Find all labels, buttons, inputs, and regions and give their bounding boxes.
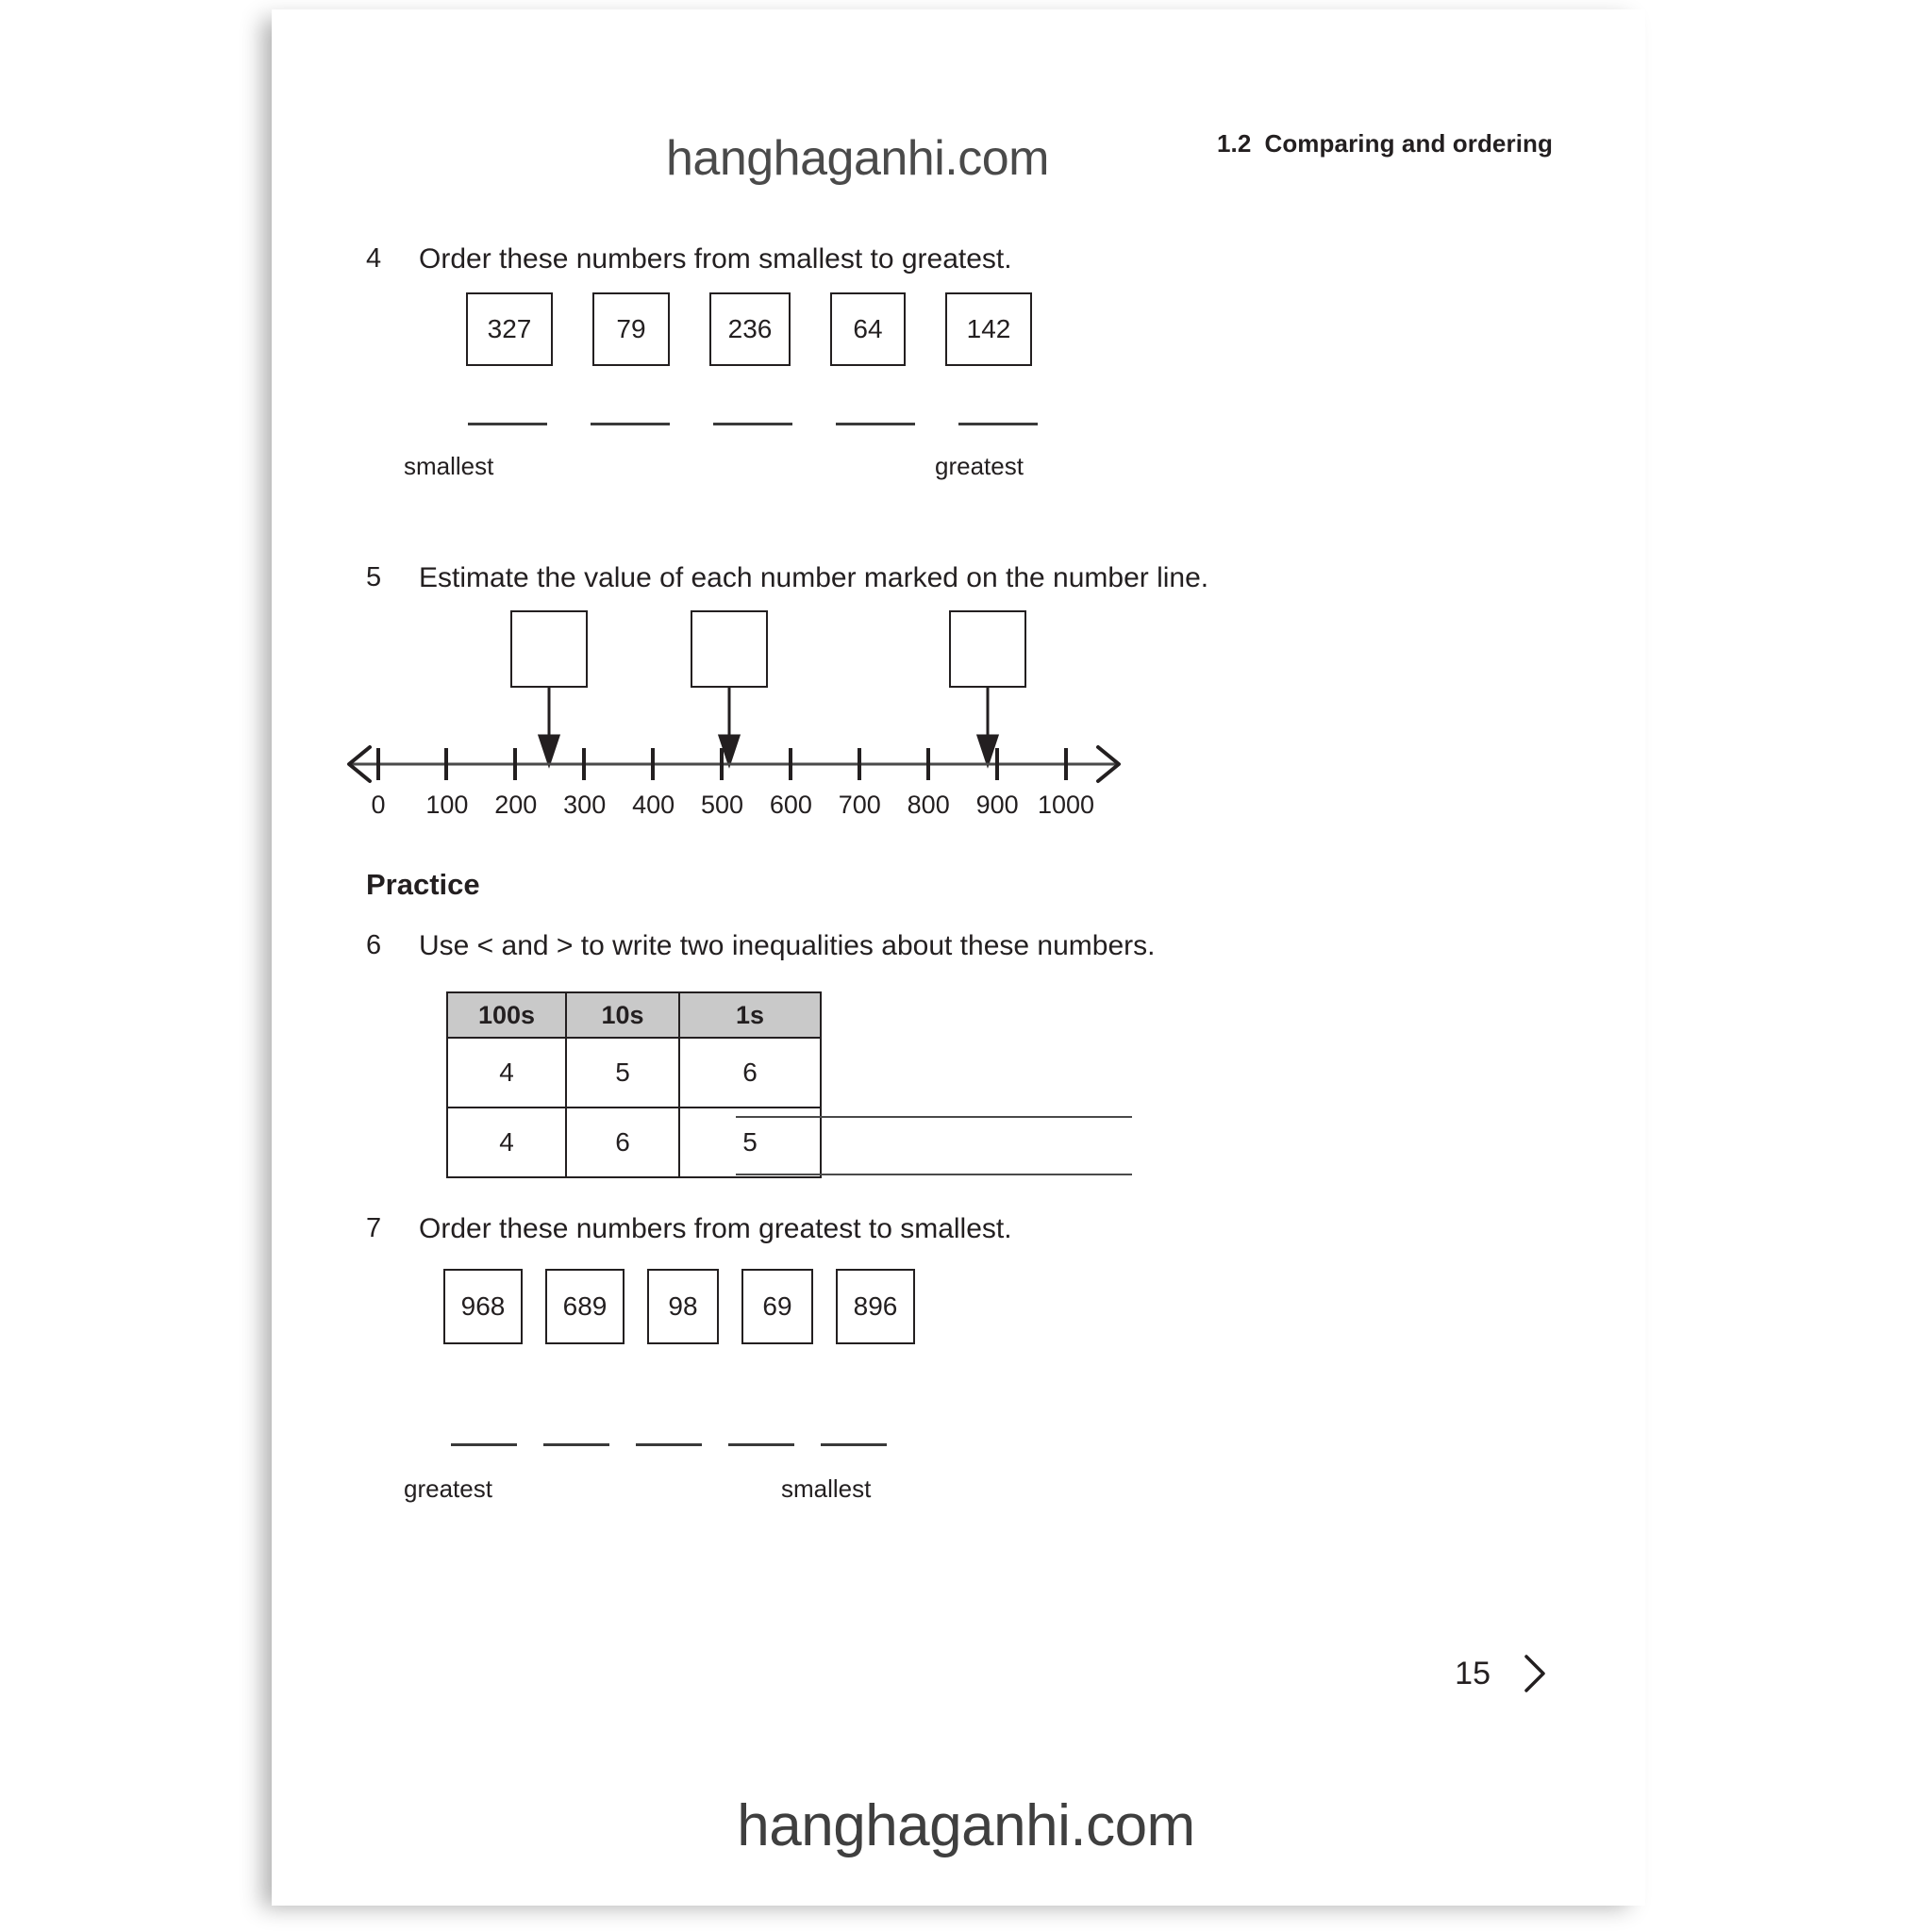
question-7-answer-blanks bbox=[451, 1443, 887, 1446]
chapter-number: 1.2 bbox=[1217, 129, 1252, 158]
answer-blank[interactable] bbox=[636, 1443, 702, 1446]
question-4-answer-blanks bbox=[468, 423, 1038, 425]
answer-blank[interactable] bbox=[728, 1443, 794, 1446]
question-5-prompt-row bbox=[366, 562, 1208, 593]
answer-blank[interactable] bbox=[958, 423, 1038, 425]
chapter-header bbox=[1217, 129, 1553, 158]
question-6-prompt: Use < and > to write two inequalities about these numbers. bbox=[419, 930, 1156, 961]
number-line-tick-label: 400 bbox=[632, 791, 675, 819]
number-card[interactable]: 896 bbox=[836, 1269, 915, 1344]
page-number: 15 bbox=[1455, 1655, 1491, 1691]
number-card[interactable]: 236 bbox=[709, 292, 791, 366]
answer-blank[interactable] bbox=[451, 1443, 517, 1446]
number-line-tick-label: 0 bbox=[371, 791, 386, 819]
chevron-right-icon[interactable] bbox=[1523, 1653, 1547, 1694]
worksheet-page bbox=[272, 9, 1645, 1906]
page-footer bbox=[1455, 1653, 1547, 1694]
question-7-prompt: Order these numbers from greatest to smallest. bbox=[419, 1213, 1012, 1244]
question-5-prompt: Estimate the value of each number marked on the number line. bbox=[419, 562, 1209, 593]
question-6-prompt-row bbox=[366, 930, 1155, 961]
answer-blank[interactable] bbox=[821, 1443, 887, 1446]
question-4-number-cards bbox=[466, 292, 1032, 366]
table-cell: 6 bbox=[566, 1108, 679, 1177]
answer-blank[interactable] bbox=[591, 423, 670, 425]
table-header-row bbox=[447, 992, 821, 1038]
watermark-bottom: hanghaganhi.com bbox=[737, 1793, 1195, 1858]
practice-heading: Practice bbox=[366, 868, 480, 901]
question-6-answer-line[interactable] bbox=[736, 1116, 1132, 1118]
question-4-smallest-label: smallest bbox=[404, 452, 494, 480]
number-card[interactable]: 142 bbox=[945, 292, 1032, 366]
question-7-number-cards bbox=[443, 1269, 915, 1344]
table-cell: 5 bbox=[679, 1108, 821, 1177]
number-card[interactable]: 327 bbox=[466, 292, 553, 366]
answer-blank[interactable] bbox=[836, 423, 915, 425]
table-header-ones: 1s bbox=[679, 992, 821, 1038]
number-line-tick-label: 500 bbox=[700, 791, 744, 819]
chapter-title: Comparing and ordering bbox=[1264, 129, 1553, 158]
number-line-tick-label: 100 bbox=[425, 791, 469, 819]
number-card[interactable]: 64 bbox=[830, 292, 906, 366]
question-4-greatest-label: greatest bbox=[935, 452, 1024, 480]
question-4-number: 4 bbox=[366, 243, 382, 274]
question-7-number: 7 bbox=[366, 1213, 382, 1243]
table-cell: 4 bbox=[447, 1108, 566, 1177]
number-line-tick-label: 800 bbox=[907, 791, 950, 819]
number-card[interactable]: 968 bbox=[443, 1269, 523, 1344]
number-line-tick-label: 300 bbox=[563, 791, 607, 819]
question-4-prompt-row bbox=[366, 243, 1012, 275]
watermark-top: hanghaganhi.com bbox=[666, 131, 1049, 186]
table-cell: 6 bbox=[679, 1038, 821, 1108]
answer-blank[interactable] bbox=[543, 1443, 609, 1446]
place-value-table bbox=[446, 991, 822, 1178]
table-row bbox=[447, 1038, 821, 1108]
question-4-prompt: Order these numbers from smallest to greatest. bbox=[419, 243, 1012, 275]
number-line-tick-label: 900 bbox=[975, 791, 1019, 819]
number-card[interactable]: 689 bbox=[545, 1269, 625, 1344]
question-7-smallest-label: smallest bbox=[781, 1474, 872, 1503]
table-header-tens: 10s bbox=[566, 992, 679, 1038]
number-line-tick-label: 1000 bbox=[1037, 791, 1095, 819]
answer-blank[interactable] bbox=[713, 423, 792, 425]
number-line-tick-label: 700 bbox=[838, 791, 881, 819]
question-7-greatest-label: greatest bbox=[404, 1474, 492, 1503]
estimate-answer-box[interactable] bbox=[510, 610, 588, 688]
table-cell: 5 bbox=[566, 1038, 679, 1108]
number-card[interactable]: 98 bbox=[647, 1269, 719, 1344]
question-7-prompt-row bbox=[366, 1213, 1012, 1244]
question-6-answer-line[interactable] bbox=[736, 1174, 1132, 1175]
answer-blank[interactable] bbox=[468, 423, 547, 425]
estimate-answer-box[interactable] bbox=[691, 610, 768, 688]
question-5-number: 5 bbox=[366, 562, 382, 592]
number-card[interactable]: 79 bbox=[592, 292, 670, 366]
table-cell: 4 bbox=[447, 1038, 566, 1108]
question-6-number: 6 bbox=[366, 930, 382, 960]
table-header-hundreds: 100s bbox=[447, 992, 566, 1038]
number-card[interactable]: 69 bbox=[741, 1269, 813, 1344]
table-row bbox=[447, 1108, 821, 1177]
number-line-tick-label: 200 bbox=[494, 791, 538, 819]
number-line-tick-label: 600 bbox=[769, 791, 812, 819]
estimate-answer-box[interactable] bbox=[949, 610, 1026, 688]
